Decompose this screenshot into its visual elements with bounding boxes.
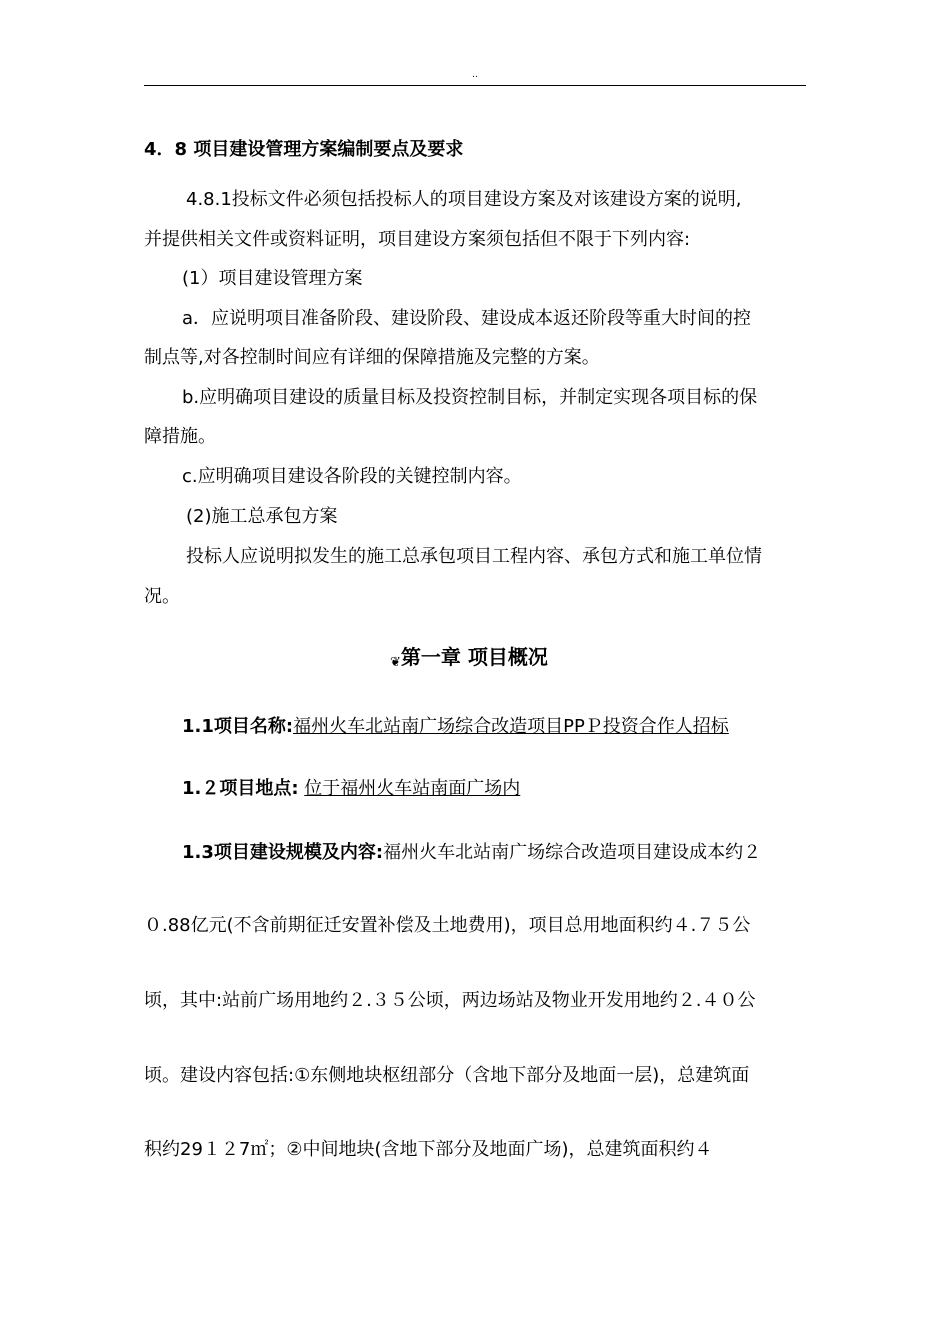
paragraph-line: 顷。建设内容包括:①东侧地块枢纽部分（含地下部分及地面一层)，总建筑面 <box>144 1065 750 1086</box>
project-location-line <box>182 776 520 802</box>
list-item: (1）项目建设管理方案 <box>182 268 363 289</box>
field-value: 位于福州火车站南面广场内 <box>304 778 521 799</box>
header-mark: .. <box>472 70 478 80</box>
paragraph-line: 并提供相关文件或资料证明，项目建设方案须包括但不限于下列内容: <box>144 229 691 250</box>
header-rule <box>144 85 806 86</box>
paragraph-line: a．应说明项目准备阶段、建设阶段、建设成本返还阶段等重大时间的控 <box>182 308 752 329</box>
paragraph-line: 制点等,对各控制时间应有详细的保障措施及完整的方案。 <box>144 347 600 368</box>
project-name-line <box>182 714 729 740</box>
field-label: 1.3项目建设规模及内容: <box>182 842 384 863</box>
paragraph-line: 4.8.1投标文件必须包括投标人的项目建设方案及对该建设方案的说明, <box>186 189 742 210</box>
field-value: 福州火车北站南广场综合改造项目建设成本约２ <box>383 842 762 863</box>
bullet-glyph-icon: ❦ <box>390 655 401 670</box>
paragraph-line: 况。 <box>144 586 180 607</box>
paragraph-line: c.应明确项目建设各阶段的关键控制内容。 <box>182 466 522 487</box>
paragraph-line: b.应明确项目建设的质量目标及投资控制目标，并制定实现各项目标的保 <box>182 387 758 408</box>
chapter-title: ❦第一章 项目概况 <box>390 645 548 670</box>
section-heading: 4．8 项目建设管理方案编制要点及要求 <box>144 139 464 160</box>
paragraph-line: 投标人应说明拟发生的施工总承包项目工程内容、承包方式和施工单位情 <box>186 546 762 567</box>
paragraph-line: 顷，其中:站前广场用地约２.３５公顷，两边场站及物业开发用地约２.４０公 <box>144 990 756 1011</box>
field-value: 福州火车北站南广场综合改造项目PPＰ投资合作人招标 <box>293 716 729 737</box>
paragraph-line: 积约29１２7㎡；②中间地块(含地下部分及地面广场)，总建筑面积约４ <box>144 1139 713 1160</box>
field-label: 1.２项目地点: <box>182 778 299 799</box>
field-label: 1.1项目名称: <box>182 716 294 737</box>
paragraph-line: ０.88亿元(不含前期征迁安置补偿及土地费用)，项目总用地面积约４.７５公 <box>144 915 751 936</box>
paragraph-line: 障措施。 <box>144 426 216 447</box>
list-item: (2)施工总承包方案 <box>186 506 338 527</box>
project-scale-line <box>182 840 761 866</box>
